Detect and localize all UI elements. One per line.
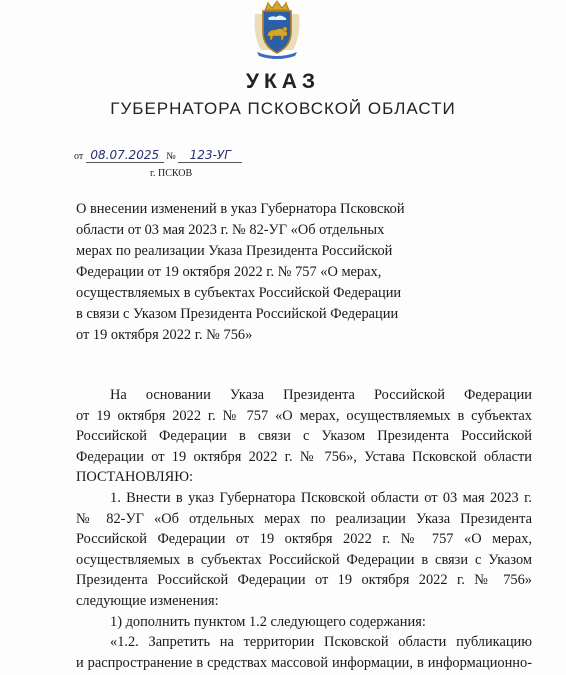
decree-body <box>76 385 532 673</box>
body-line: от 19 октября 2022 г. № 757 «О мерах, осуществляемых в субъектах <box>76 407 532 424</box>
heading-line: от 19 октября 2022 г. № 756» <box>76 327 253 343</box>
body-line: Президента Российской Федерации от 19 октября 2022 г. № 756» <box>76 572 532 589</box>
body-line: ПОСТАНОВЛЯЮ: <box>76 469 194 486</box>
heading-line: мерах по реализации Указа Президента Российской <box>76 243 393 259</box>
decree-heading <box>76 199 436 346</box>
date-prefix: от <box>74 151 84 162</box>
number-prefix: № <box>166 151 176 162</box>
body-line: следующие изменения: <box>76 592 219 609</box>
body-line: «1.2. Запретить на территории Псковской области публикацию <box>110 634 532 651</box>
body-line: Российской Федерации от 19 октября 2022 г. № 757 «О мерах, <box>76 531 532 548</box>
heading-line: Федерации от 19 октября 2022 г. № 757 «О мерах, <box>76 264 382 280</box>
place-of-issue: г. ПСКОВ <box>150 168 193 179</box>
date-number-line <box>74 148 242 163</box>
body-line: 1) дополнить пунктом 1.2 следующего содержания: <box>110 613 426 630</box>
heading-line: области от 03 мая 2023 г. № 82-УГ «Об отдельных <box>76 222 385 238</box>
decree-date: 08.07.2025 <box>86 148 164 163</box>
body-line: № 82-УГ «Об отдельных мерах по реализации Указа Президента <box>76 510 532 527</box>
decree-number: 123-УГ <box>178 148 242 163</box>
heading-line: в связи с Указом Президента Российской Федерации <box>76 306 399 322</box>
body-line: Федерации от 19 октября 2022 г. № 756», Устава Псковской области <box>76 448 532 465</box>
body-line: На основании Указа Президента Российской Федерации <box>110 387 532 403</box>
body-line: и распространение в средствах массовой информации, в информационно- <box>76 654 532 671</box>
heading-line: осуществляемых в субъектах Российской Федерации <box>76 285 402 301</box>
body-line: 1. Внести в указ Губернатора Псковской области от 03 мая 2023 г. <box>110 489 532 506</box>
body-line: Российской Федерации в связи с Указом Президента Российской <box>76 428 532 445</box>
heading-line: О внесении изменений в указ Губернатора Псковской <box>76 201 405 217</box>
document-title: УКАЗ <box>245 70 321 93</box>
document-subtitle: ГУБЕРНАТОРА ПСКОВСКОЙ ОБЛАСТИ <box>110 99 456 118</box>
coat-of-arms-icon <box>251 0 303 60</box>
body-line: осуществляемых в субъектах Российской Федерации в связи с Указом <box>76 551 532 568</box>
